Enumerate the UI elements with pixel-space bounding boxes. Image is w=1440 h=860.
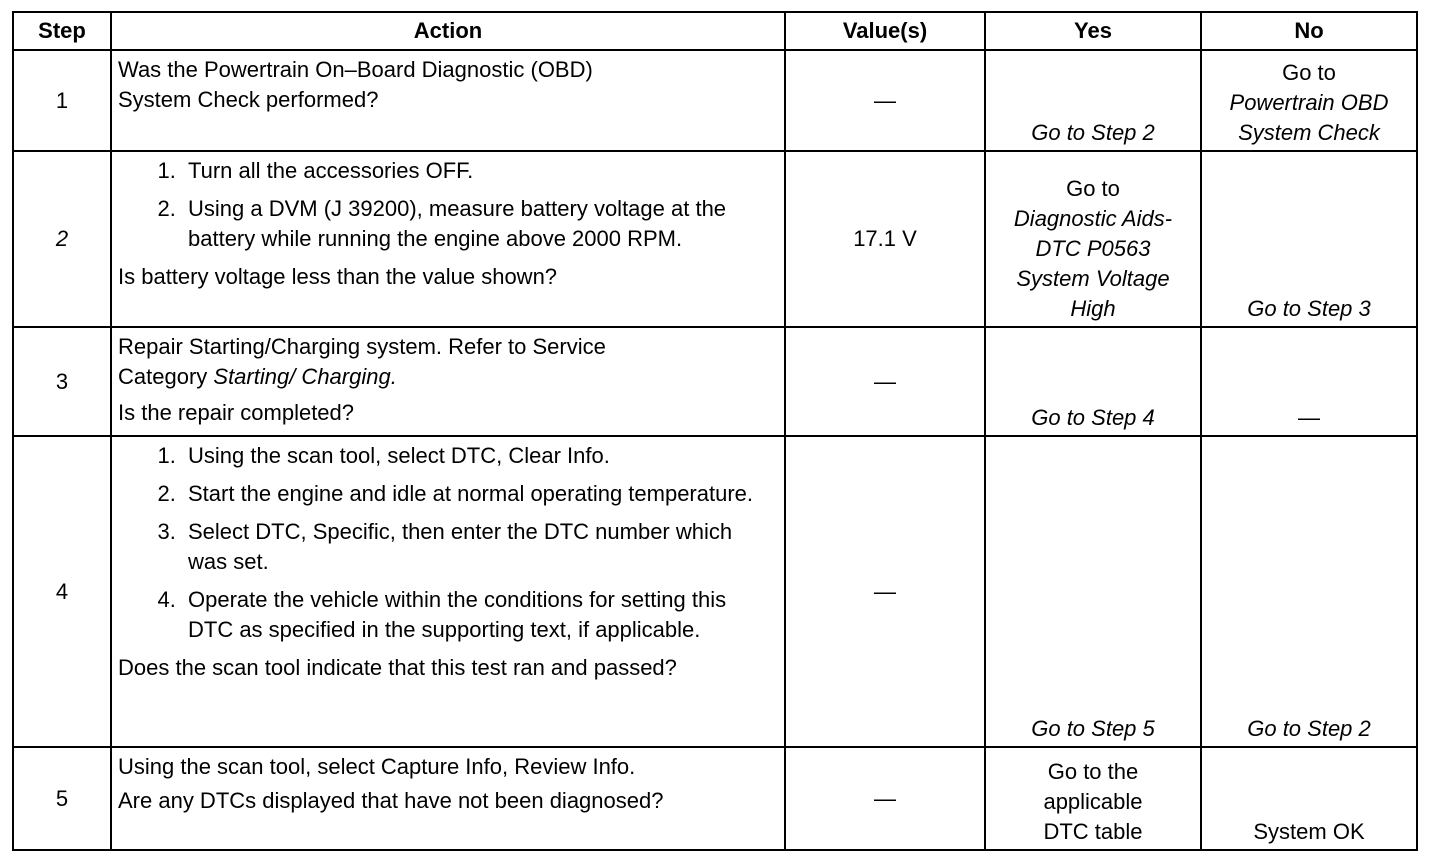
table-row <box>13 50 1417 151</box>
no-cell: Go to Step 3 <box>1201 151 1417 327</box>
action-question: Are any DTCs displayed that have not been diagnosed? <box>118 788 664 813</box>
yes-text: applicable <box>1043 789 1143 814</box>
action-cell <box>111 151 785 327</box>
yes-cell: Go to Step 2 <box>985 50 1201 151</box>
action-text <box>118 362 776 392</box>
list-item: 2. Using a DVM (J 39200), measure battery voltage at the battery while running the engine above 2000 RPM. <box>182 194 776 254</box>
list-item: 3. Select DTC, Specific, then enter the DTC number which was set. <box>182 517 776 577</box>
step-number: 5 <box>13 747 111 850</box>
action-question: Is the repair completed? <box>118 400 355 425</box>
yes-text: High <box>1070 296 1116 321</box>
value-cell: — <box>785 747 985 850</box>
header-no: No <box>1201 12 1417 50</box>
header-values: Value(s) <box>785 12 985 50</box>
list-item: 1. Turn all the accessories OFF. <box>182 156 776 186</box>
action-cell <box>111 327 785 436</box>
yes-text: DTC table <box>1043 819 1143 844</box>
no-text: Powertrain OBD <box>1229 90 1389 115</box>
header-row <box>13 12 1417 50</box>
list-item: 1. Using the scan tool, select DTC, Clear Info. <box>182 441 776 471</box>
value-cell: — <box>785 327 985 436</box>
table-row <box>13 327 1417 436</box>
action-text-prefix: Category <box>118 364 214 389</box>
table-row <box>13 151 1417 327</box>
list-item: 4. Operate the vehicle within the conditions for setting this DTC as specified in the supporting text, if applicable. <box>182 585 776 645</box>
step-number: 4 <box>13 436 111 747</box>
action-text: Using the scan tool, select Capture Info, Review Info. <box>118 754 636 779</box>
yes-text: Go to the <box>1047 759 1139 784</box>
no-cell: — <box>1201 327 1417 436</box>
action-text: System Check performed? <box>118 87 379 112</box>
yes-cell: Go to Step 5 <box>985 436 1201 747</box>
step-list <box>118 441 776 645</box>
yes-cell: Go to Step 4 <box>985 327 1201 436</box>
step-number: 3 <box>13 327 111 436</box>
yes-cell <box>985 747 1201 850</box>
no-cell: System OK <box>1201 747 1417 850</box>
no-cell: Go to Step 2 <box>1201 436 1417 747</box>
no-text: System Check <box>1238 120 1380 145</box>
no-text: Go to <box>1282 60 1336 85</box>
yes-cell <box>985 151 1201 327</box>
action-cell <box>111 50 785 151</box>
step-list <box>118 156 776 254</box>
table-row <box>13 747 1417 850</box>
action-text-italic: Starting/ Charging. <box>213 364 397 389</box>
table-row <box>13 436 1417 747</box>
step-number: 1 <box>13 50 111 151</box>
action-text: Repair Starting/Charging system. Refer to Service <box>118 334 606 359</box>
yes-text: Diagnostic Aids- <box>1013 206 1173 231</box>
value-cell: — <box>785 436 985 747</box>
action-cell <box>111 436 785 747</box>
list-item: 2. Start the engine and idle at normal operating temperature. <box>182 479 776 509</box>
no-cell <box>1201 50 1417 151</box>
value-cell: 17.1 V <box>785 151 985 327</box>
diagnostic-table <box>12 11 1418 851</box>
header-yes: Yes <box>985 12 1201 50</box>
action-question: Is battery voltage less than the value shown? <box>118 264 558 289</box>
header-action: Action <box>111 12 785 50</box>
action-text: Was the Powertrain On–Board Diagnostic (OBD) <box>118 57 593 82</box>
value-cell: — <box>785 50 985 151</box>
action-question: Does the scan tool indicate that this test ran and passed? <box>118 655 677 680</box>
yes-text: Go to <box>1066 176 1120 201</box>
action-cell <box>111 747 785 850</box>
yes-text: DTC P0563 <box>1035 236 1151 261</box>
header-step: Step <box>13 12 111 50</box>
step-number: 2 <box>13 151 111 327</box>
yes-text: System Voltage <box>1016 266 1170 291</box>
